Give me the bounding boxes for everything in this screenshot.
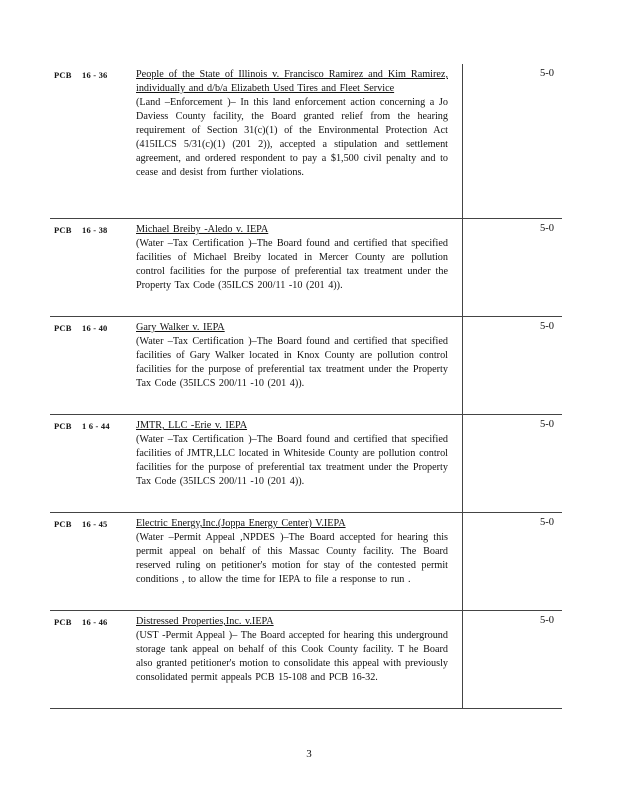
vote-count: 5-0 bbox=[540, 615, 554, 626]
case-description bbox=[136, 419, 448, 489]
column-divider bbox=[462, 317, 463, 414]
table-row bbox=[50, 513, 562, 611]
case-title: Michael Breiby -Aledo v. IEPA bbox=[136, 224, 269, 235]
vote-count: 5-0 bbox=[540, 419, 554, 430]
column-divider bbox=[462, 219, 463, 316]
minutes-table bbox=[50, 64, 562, 709]
vote-count: 5-0 bbox=[540, 223, 554, 234]
case-description bbox=[136, 223, 448, 293]
case-body: (Land –Enforcement )– In this land enforcement action concerning a Jo Daviess County facility, the Board granted relief from the hearing requirement of Section 31(c)(1) of the Environmental Protection Act (415ILCS 5/31(c)(1) (201 2)), accepted a stipulation and settlement agreement, and ordered respondent to pay a $1,500 civil penalty and to cease and desist from further violations. bbox=[136, 97, 448, 178]
case-body: (Water –Permit Appeal ,NPDES )–The Board accepted for hearing this permit appeal on behalf of this Massac County facility. The Board reserved ruling on petitioner's motion for stay of the contested permit conditions , to allow the time for IEPA to file a response to run . bbox=[136, 532, 448, 585]
table-row bbox=[50, 415, 562, 513]
case-body: (Water –Tax Certification )–The Board found and certified that specified facilities of JMTR,LLC located in Whiteside County are pollution control facilities for the purpose of preferential tax treatment under the Property Tax Code (35ILCS 200/11 -10 (201 4)). bbox=[136, 434, 448, 487]
column-divider bbox=[462, 415, 463, 512]
case-description bbox=[136, 615, 448, 685]
case-title: JMTR, LLC -Erie v. IEPA bbox=[136, 420, 248, 431]
table-row bbox=[50, 219, 562, 317]
case-body: (Water –Tax Certification )–The Board found and certified that specified facilities of Michael Breiby located in Mercer County are pollution control facilities for the purpose of preferential tax treatment under the Property Tax Code (35ILCS 200/11 -10 (201 4)). bbox=[136, 238, 448, 291]
column-divider bbox=[462, 64, 463, 218]
table-row bbox=[50, 611, 562, 709]
case-description bbox=[136, 321, 448, 391]
case-description bbox=[136, 68, 448, 180]
vote-count: 5-0 bbox=[540, 321, 554, 332]
case-number: PCB 1 6 - 44 bbox=[54, 421, 110, 431]
table-row bbox=[50, 317, 562, 415]
case-title: Electric Energy,Inc.(Joppa Energy Center) V.IEPA bbox=[136, 518, 346, 529]
table-row bbox=[50, 64, 562, 219]
case-description bbox=[136, 517, 448, 587]
vote-count: 5-0 bbox=[540, 68, 554, 79]
case-body: (Water –Tax Certification )–The Board found and certified that specified facilities of Gary Walker located in Knox County are pollution control facilities for the purpose of preferential tax treatment under the Property Tax Code (35ILCS 200/11 -10 (201 4)). bbox=[136, 336, 448, 389]
column-divider bbox=[462, 513, 463, 610]
page-number: 3 bbox=[306, 748, 312, 760]
case-number: PCB 16 - 40 bbox=[54, 323, 108, 333]
column-divider bbox=[462, 611, 463, 708]
case-number: PCB 16 - 38 bbox=[54, 225, 108, 235]
case-number: PCB 16 - 45 bbox=[54, 519, 108, 529]
case-number: PCB 16 - 46 bbox=[54, 617, 108, 627]
case-title: Gary Walker v. IEPA bbox=[136, 322, 225, 333]
case-title: Distressed Properties,Inc. v.IEPA bbox=[136, 616, 274, 627]
case-number: PCB 16 - 36 bbox=[54, 70, 108, 80]
case-title: People of the State of Illinois v. Francisco Ramirez and Kim Ramirez, individually and d/b/a Elizabeth Used Tires and Fleet Service bbox=[136, 69, 448, 94]
vote-count: 5-0 bbox=[540, 517, 554, 528]
case-body: (UST -Permit Appeal )– The Board accepted for hearing this underground storage tank appeal on behalf of this Cook County facility. T he Board also granted petitioner's motion to consolidate this appeal with previously consolidated permit appeals PCB 15-108 and PCB 16-32. bbox=[136, 630, 448, 683]
